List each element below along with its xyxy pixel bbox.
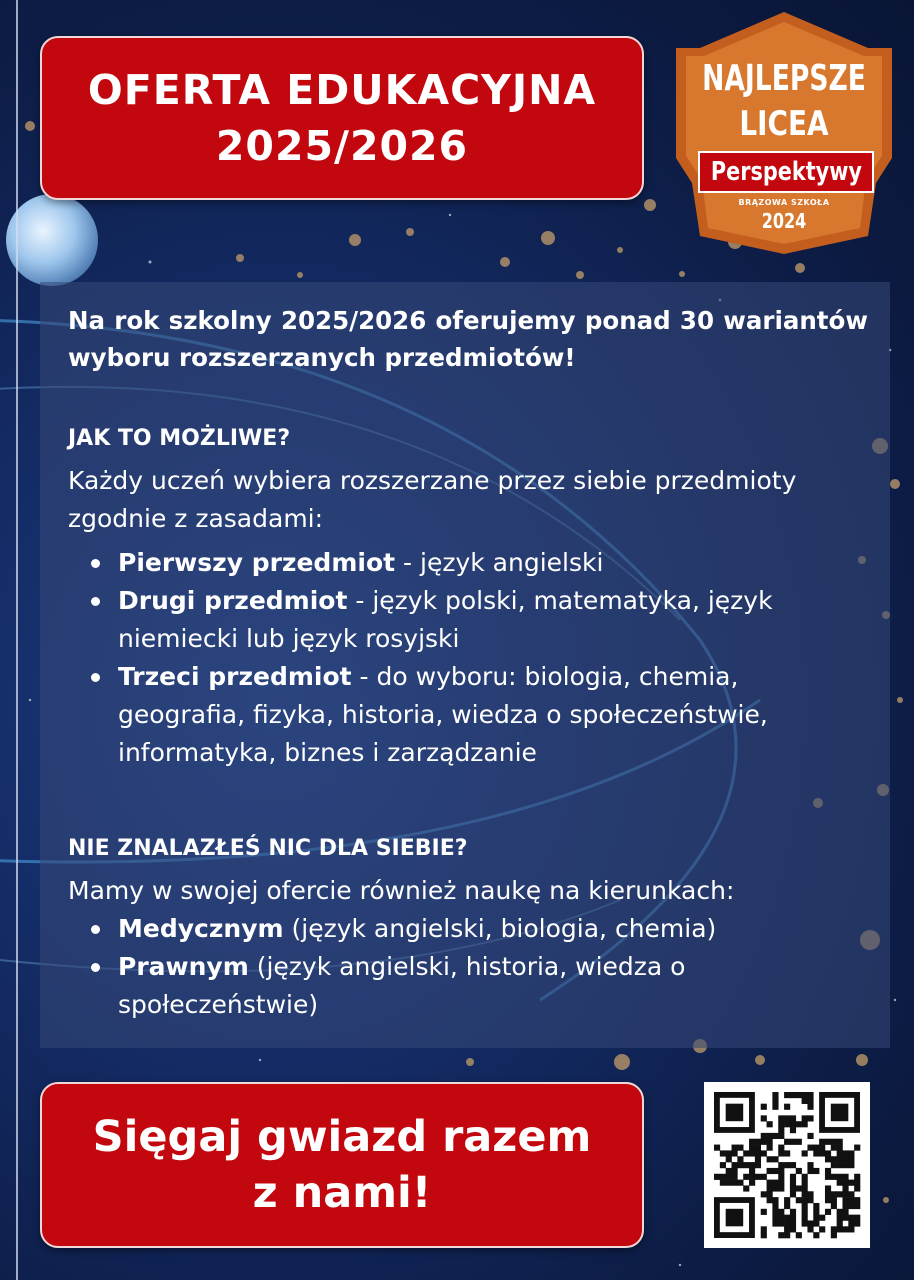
planet-icon (6, 194, 98, 286)
qr-code-icon[interactable] (704, 1082, 870, 1248)
intro-text: Na rok szkolny 2025/2026 oferujemy ponad 30 wariantów wyboru rozszerzanych przedmiotów! (68, 306, 868, 372)
offer-content-panel (40, 282, 890, 1048)
badge-small-text: BRĄZOWA SZKOŁA (738, 198, 830, 207)
list-item: Trzeci przedmiot - do wyboru: biologia, chemia, geografia, fizyka, historia, wiedza o społeczeństwie, informatyka, biznes i zarządzanie (68, 658, 868, 772)
list-item: Medycznym (język angielski, biologia, chemia) (68, 910, 868, 948)
section-2-text: Mamy w swojej ofercie również naukę na kierunkach: (68, 876, 735, 905)
list-item: Pierwszy przedmiot - język angielski (68, 544, 868, 582)
perspektywy-badge (668, 8, 900, 258)
title-line-1: OFERTA EDUKACYJNA (87, 66, 597, 114)
section-2-heading: NIE ZNALAZŁEŚ NIC DLA SIEBIE? (68, 836, 468, 861)
section-1-list (68, 544, 868, 772)
title-line-2: 2025/2026 (215, 122, 469, 170)
decorative-line (16, 0, 18, 1280)
badge-line-2: LICEA (739, 104, 829, 144)
slogan-line-1: Sięgaj gwiazd razem (92, 1112, 592, 1162)
list-item: Drugi przedmiot - język polski, matematyka, język niemiecki lub język rosyjski (68, 582, 868, 658)
section-2-list (68, 910, 868, 1024)
badge-ribbon-text: Perspektywy (710, 157, 862, 187)
badge-ribbon (698, 151, 874, 193)
slogan-banner (40, 1082, 644, 1248)
slogan-line-2: z nami! (252, 1168, 432, 1218)
badge-year: 2024 (761, 209, 807, 233)
title-banner (40, 36, 644, 200)
list-item: Prawnym (język angielski, historia, wiedza o społeczeństwie) (68, 948, 868, 1024)
section-1-text: Każdy uczeń wybiera rozszerzane przez siebie przedmioty zgodnie z zasadami: (68, 466, 797, 533)
section-1-heading: JAK TO MOŻLIWE? (68, 426, 291, 451)
badge-line-1: NAJLEPSZE (702, 58, 866, 99)
